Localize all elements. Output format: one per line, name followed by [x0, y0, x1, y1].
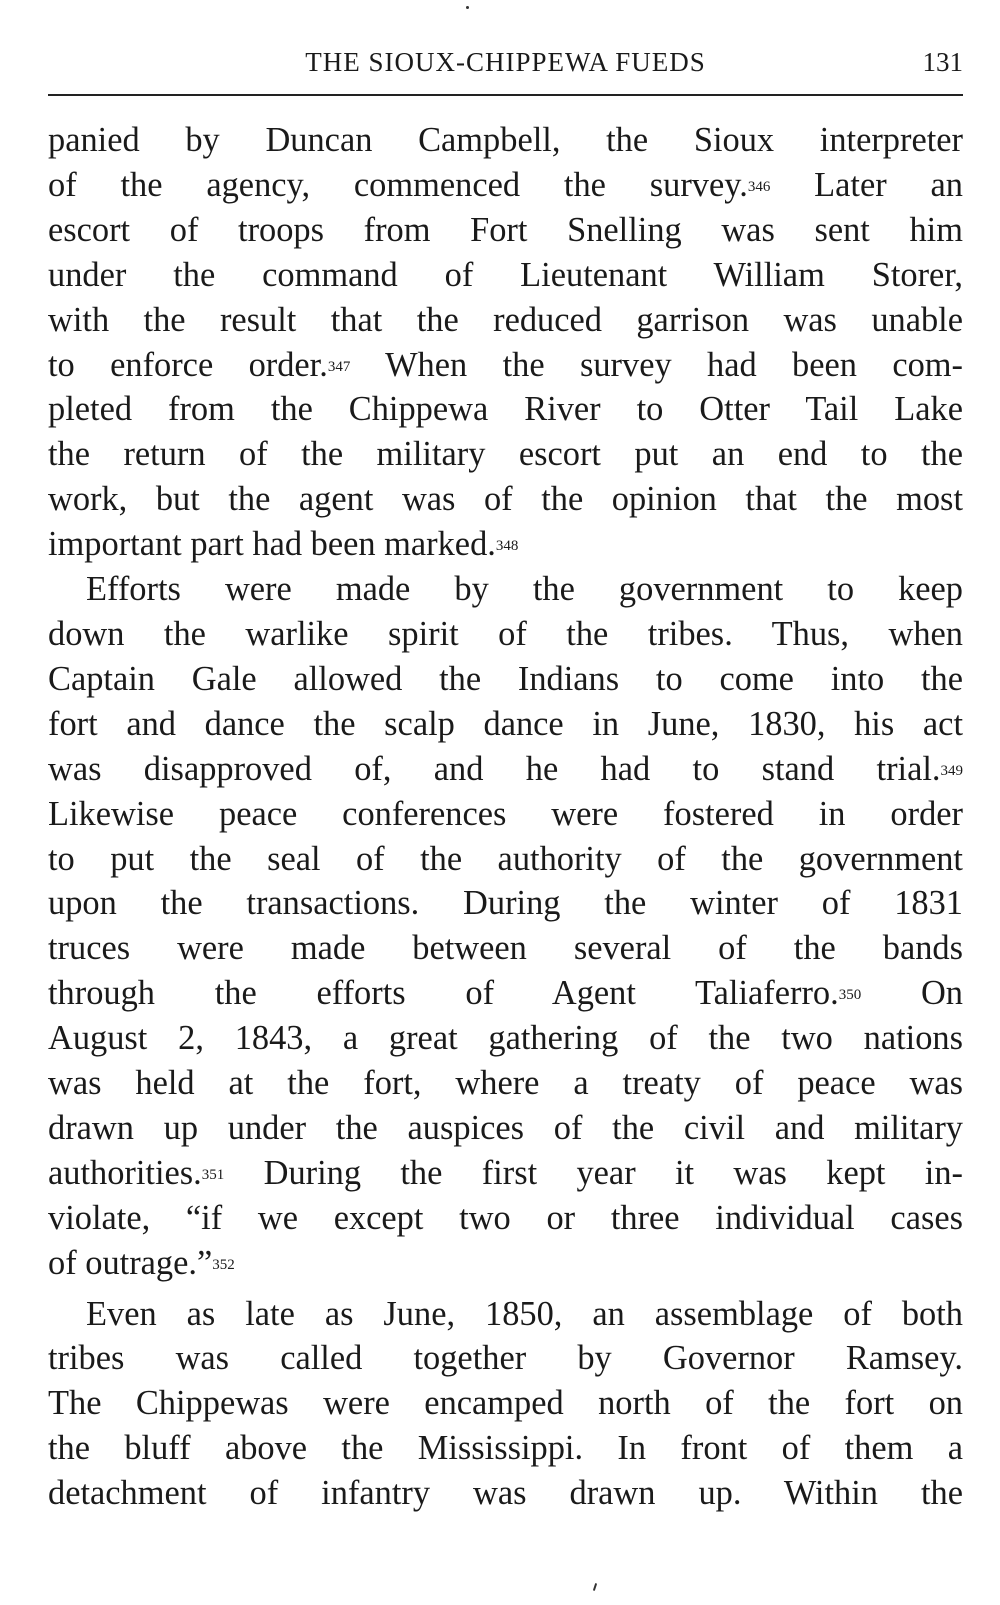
footnote-ref: 349 — [940, 762, 963, 779]
text-line: truces were made between several of the bands — [48, 929, 963, 968]
text-line: the return of the military escort put an end to the — [48, 435, 963, 474]
running-title: THE SIOUX-CHIPPEWA FUEDS — [305, 47, 706, 77]
text-line: Even as late as June, 1850, an assemblage of both — [86, 1294, 963, 1333]
text-line: fort and dance the scalp dance in June, 1830, his act — [48, 704, 963, 743]
text-line: the bluff above the Mississippi. In front of them a — [48, 1429, 963, 1468]
text-line: was disapproved of, and he had to stand trial.$^{349}$ — [48, 749, 963, 788]
text-line: with the result that the reduced garrison was unable — [48, 300, 963, 339]
paragraph-3 — [48, 1292, 963, 1517]
text-line: of the agency, commenced the survey.$^{346}$ Later an — [48, 165, 963, 204]
text-line: August 2, 1843, a great gathering of the two nations — [48, 1019, 963, 1058]
text-line: work, but the agent was of the opinion that the most — [48, 480, 963, 519]
footnote-ref: 350 — [838, 987, 862, 1004]
scan-speck — [466, 6, 469, 9]
text-line: authorities.$^{351}$ During the first year it was kept in- — [48, 1153, 963, 1192]
text-line: The Chippewas were encamped north of the fort on — [48, 1384, 963, 1423]
text-line: upon the transactions. During the winter of 1831 — [48, 884, 963, 923]
text-line: of outrage.”$^{352}$ — [48, 1243, 235, 1282]
text-line: down the warlike spirit of the tribes. Thus, when — [48, 614, 963, 653]
text-line: detachment of infantry was drawn up. Within the — [48, 1474, 963, 1513]
text-line: panied by Duncan Campbell, the Sioux interpreter — [48, 121, 963, 159]
text-line: tribes was called together by Governor Ramsey. — [48, 1339, 963, 1378]
text-line: pleted from the Chippewa River to Otter Tail Lake — [48, 390, 963, 429]
text-line: violate, “if we except two or three individual cases — [48, 1198, 963, 1237]
text-line: through the efforts of Agent Taliaferro.$^{350}$ On — [48, 974, 963, 1013]
text-line: to enforce order.$^{347}$ When the survey had been com- — [48, 345, 963, 384]
text-line: important part had been marked.$^{348}$ — [48, 525, 519, 564]
paragraph-1 — [48, 118, 963, 567]
text-line: Efforts were made by the government to keep — [86, 570, 963, 609]
footnote-ref: 347 — [327, 358, 351, 375]
text-line: to put the seal of the authority of the government — [48, 839, 963, 878]
footnote-ref: 352 — [212, 1256, 235, 1273]
footnote-ref: 346 — [747, 178, 771, 195]
scan-speck — [593, 1583, 597, 1591]
text-line: Likewise peace conferences were fostered in order — [48, 794, 963, 833]
paragraph-2 — [48, 567, 963, 1286]
text-line: was held at the fort, where a treaty of peace was — [48, 1064, 963, 1103]
text-line: drawn up under the auspices of the civil and military — [48, 1108, 963, 1147]
text-line: Captain Gale allowed the Indians to come into the — [48, 659, 963, 698]
page-header — [48, 42, 963, 82]
footnote-ref: 351 — [201, 1166, 225, 1183]
body-text — [48, 118, 963, 1516]
text-line: under the command of Lieutenant William Storer, — [48, 255, 963, 294]
header-rule — [48, 94, 963, 96]
text-line: escort of troops from Fort Snelling was sent him — [48, 210, 963, 249]
page-number: 131 — [922, 47, 963, 77]
footnote-ref: 348 — [495, 538, 519, 555]
